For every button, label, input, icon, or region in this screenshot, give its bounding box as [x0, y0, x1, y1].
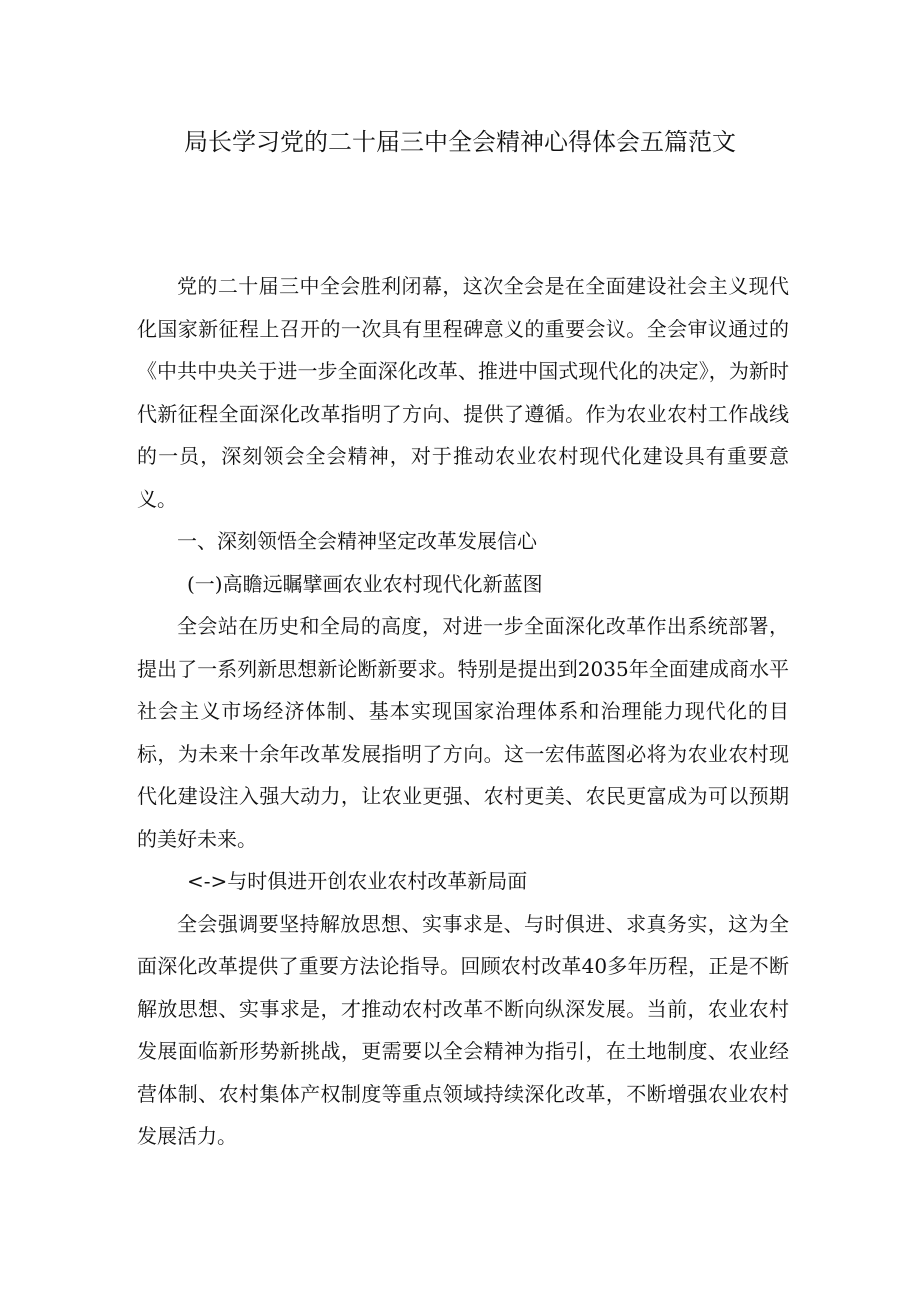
document-title: 局长学习党的二十届三中全会精神心得体会五篇范文	[184, 128, 736, 156]
paragraph-reform: 全会强调要坚持解放思想、实事求是、与时俱进、求真务实，这为全面深化改革提供了重要方法论指导。回顾农村改革40多年历程，正是不断解放思想、实事求是，才推动农村改革不断向纵深发展。当前，农业农村发展面临新形势新挑战，更需要以全会精神为指引，在土地制度、农业经营体制、农村集体产权制度等重点领域持续深化改革，不断增强农业农村发展活力。	[137, 911, 789, 1148]
subsection-heading-1: (一)高瞻远瞩擘画农业农村现代化新蓝图	[187, 571, 543, 596]
paragraph-blueprint: 全会站在历史和全局的高度，对进一步全面深化改革作出系统部署，提出了一系列新思想新论断新要求。特别是提出到2035年全面建成商水平社会主义市场经济体制、基本实现国家治理体系和治理能力现代化的目标，为未来十余年改革发展指明了方向。这一宏伟蓝图必将为农业农村现代化建设注入强大动力，让农业更强、农村更美、农民更富成为可以预期的美好未来。	[137, 614, 789, 851]
section-heading-1: 一、深刻领悟全会精神坚定改革发展信心	[177, 529, 537, 553]
paragraph-intro: 党的二十届三中全会胜利闭幕，这次全会是在全面建设社会主义现代化国家新征程上召开的一次具有里程碑意义的重要会议。全会审议通过的《中共中央关于进一步全面深化改革、推进中国式现代化的决定》，为新时代新征程全面深化改革指明了方向、提供了遵循。作为农业农村工作战线的一员，深刻领会全会精神，对于推动农业农村现代化建设具有重要意义。	[137, 274, 789, 511]
document-body	[137, 265, 789, 1158]
subsection-heading-2: <->与时俱进开创农业农村改革新局面	[187, 869, 528, 893]
